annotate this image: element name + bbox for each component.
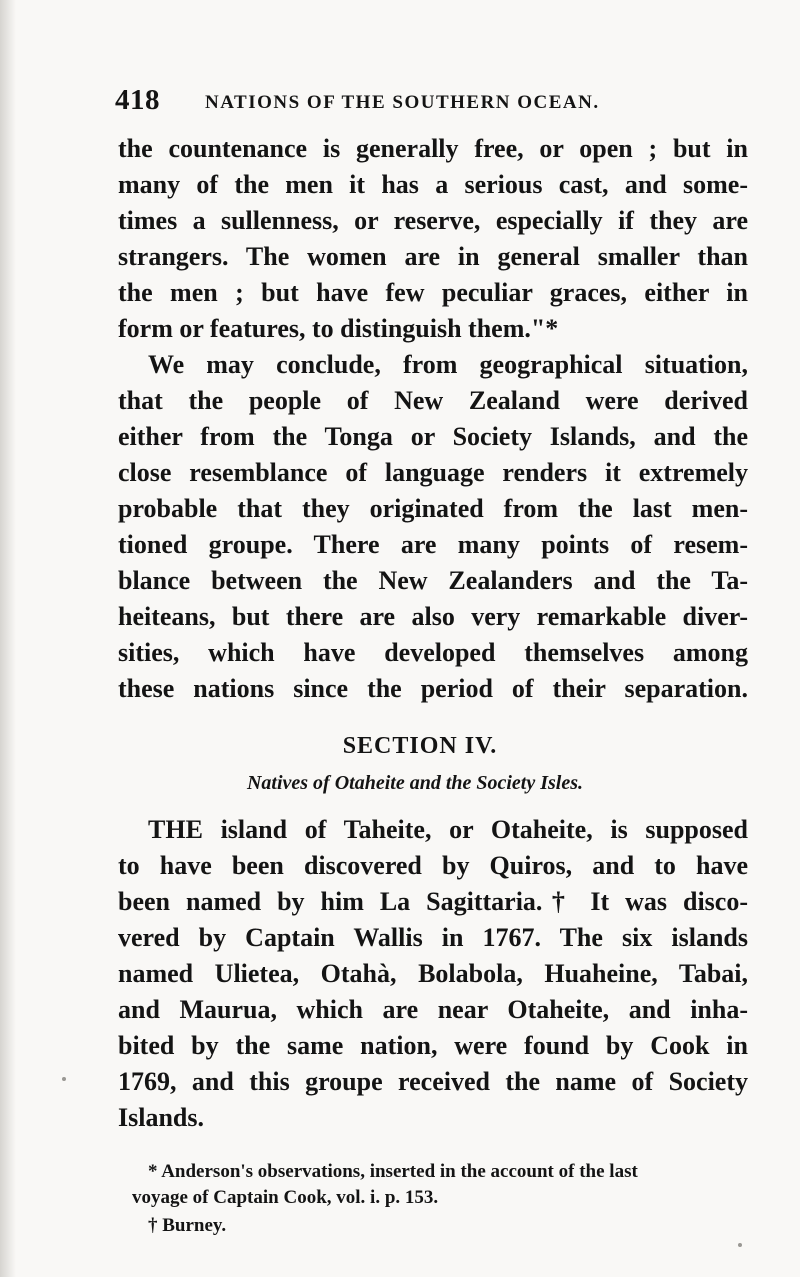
text-line: the men ; but have few peculiar graces, either in	[118, 278, 748, 307]
text-line: and Maurua, which are near Otaheite, and inha-	[118, 995, 748, 1024]
text-line: probable that they originated from the last men-	[118, 494, 748, 523]
text-line: the countenance is generally free, or open ; but in	[118, 134, 748, 163]
text-line: sities, which have developed themselves among	[118, 638, 748, 667]
section-subtitle: Natives of Otaheite and the Society Isles.	[246, 772, 584, 794]
text-line: 1769, and this groupe received the name of Society	[118, 1067, 748, 1096]
text-line: named Ulietea, Otahà, Bolabola, Huaheine, Tabai,	[118, 959, 748, 988]
footnote-2: † Burney.	[148, 1215, 227, 1236]
section-heading: SECTION IV.	[342, 733, 498, 759]
text-line: times a sullenness, or reserve, especially if they are	[118, 206, 748, 235]
text-line: blance between the New Zealanders and the Ta-	[118, 566, 748, 595]
footnote-1-continued: voyage of Captain Cook, vol. i. p. 153.	[132, 1187, 439, 1208]
text-line: form or features, to distinguish them."*	[118, 314, 559, 343]
text-line: We may conclude, from geographical situation,	[148, 350, 748, 379]
text-line: close resemblance of language renders it extremely	[118, 458, 748, 487]
margin-speck	[62, 1077, 66, 1081]
text-line: strangers. The women are in general smaller than	[118, 242, 748, 271]
footnote-1: * Anderson's observations, inserted in the account of the last	[148, 1161, 638, 1182]
page-header	[115, 84, 755, 120]
text-line: vered by Captain Wallis in 1767. The six islands	[118, 923, 748, 952]
text-line: these nations since the period of their separation.	[118, 674, 748, 703]
text-line: tioned groupe. There are many points of resem-	[118, 530, 748, 559]
text-line: THE island of Taheite, or Otaheite, is supposed	[148, 815, 748, 844]
page-gutter-shadow	[0, 0, 16, 1277]
text-line: either from the Tonga or Society Islands, and the	[118, 422, 748, 451]
text-line: that the people of New Zealand were derived	[118, 386, 748, 415]
text-line: many of the men it has a serious cast, and some-	[118, 170, 748, 199]
text-line: been named by him La Sagittaria.† It was disco-	[118, 887, 748, 916]
running-head: NATIONS OF THE SOUTHERN OCEAN.	[205, 92, 600, 113]
text-line: heiteans, but there are also very remarkable diver-	[118, 602, 748, 631]
text-line: bited by the same nation, were found by Cook in	[118, 1031, 748, 1060]
margin-speck	[738, 1243, 742, 1247]
text-line: Islands.	[118, 1103, 204, 1132]
text-line: to have been discovered by Quiros, and to have	[118, 851, 748, 880]
page-number: 418	[115, 84, 160, 116]
